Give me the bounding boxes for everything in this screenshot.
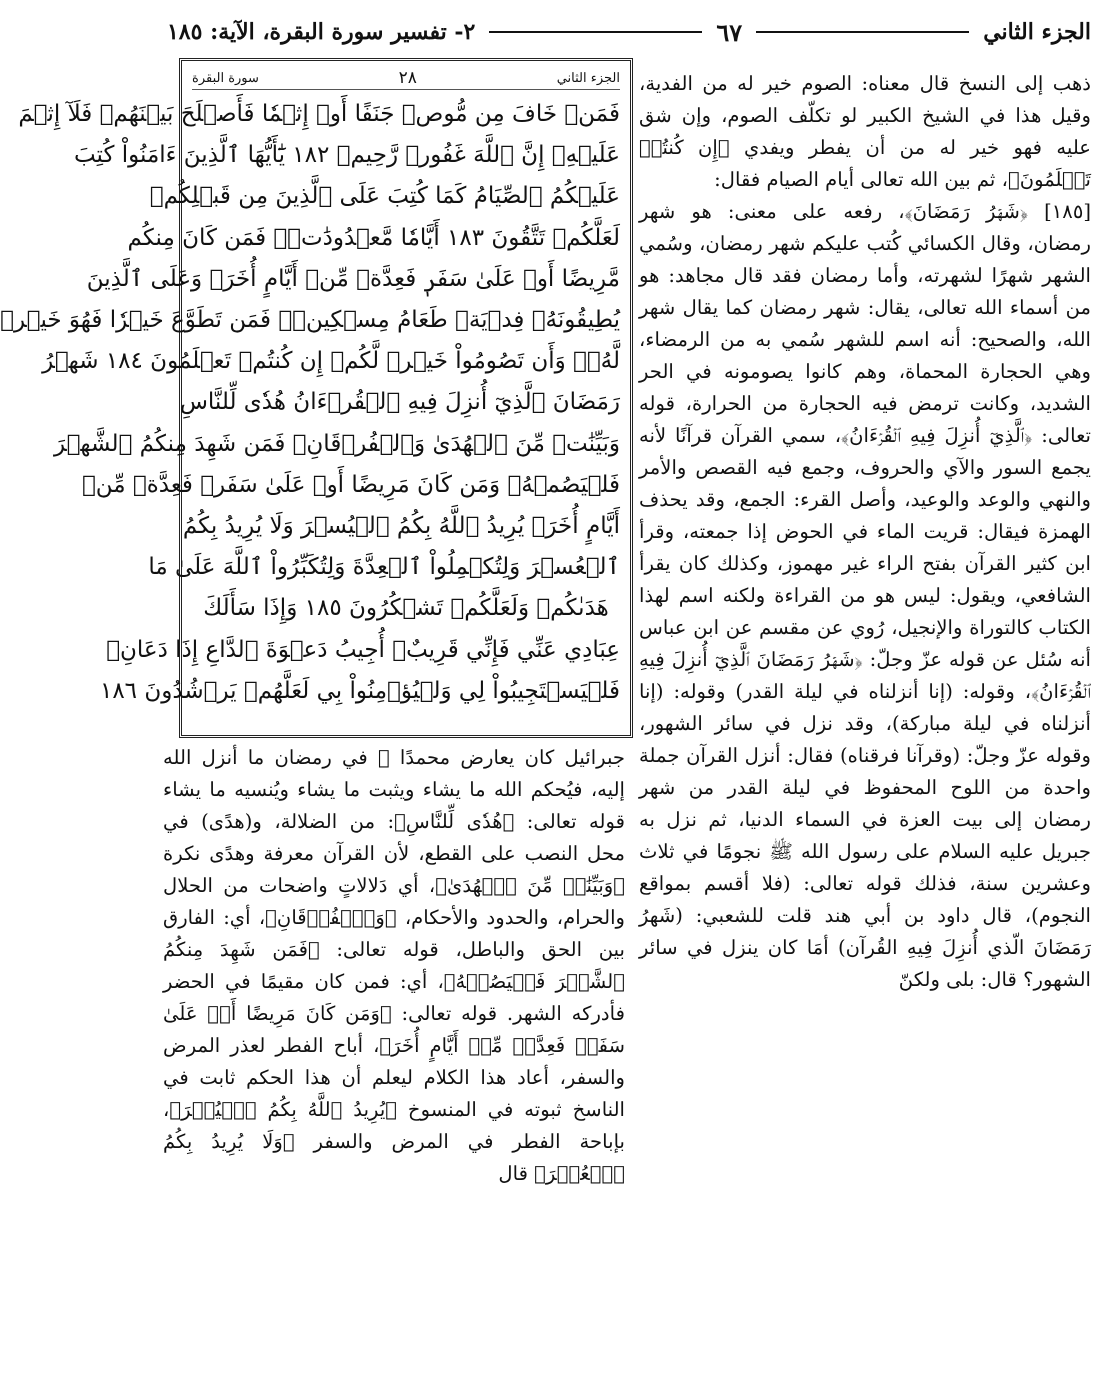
page-header bbox=[167, 12, 1091, 52]
verse-line: هَدَىٰكُمۡ وَلَعَلَّكُمۡ تَشۡكُرُونَ ١٨٥ وَإِذَا سَأَلَكَ bbox=[203, 595, 609, 622]
verse-line: وَبَيِّنَٰتٖ مِّنَ ٱلۡهُدَىٰ وَٱلۡفُرۡقَانِۚ فَمَن شَهِدَ مِنكُمُ ٱلشَّهۡرَ bbox=[53, 430, 620, 457]
right-column bbox=[639, 68, 1091, 996]
left-column bbox=[163, 742, 625, 1190]
verse-line: ٱلۡعُسۡرَ وَلِتُكۡمِلُواْ ٱلۡعِدَّةَ وَلِتُكَبِّرُواْ ٱللَّهَ عَلَىٰ مَا bbox=[148, 554, 620, 581]
verse-line: مَّرِيضًا أَوۡ عَلَىٰ سَفَرٖ فَعِدَّةٞ مِّنۡ أَيَّامٍ أُخَرَۚ وَعَلَى ٱلَّذِينَ bbox=[86, 265, 620, 292]
verse-line: عَلَيۡكُمُ ٱلصِّيَامُ كَمَا كُتِبَ عَلَى ٱلَّذِينَ مِن قَبۡلِكُمۡ bbox=[149, 183, 620, 210]
verse-line: عِبَادِي عَنِّي فَإِنِّي قَرِيبٌۖ أُجِيبُ دَعۡوَةَ ٱلدَّاعِ إِذَا دَعَانِۖ bbox=[106, 636, 620, 663]
quran-page-number: ٢٨ bbox=[398, 68, 417, 88]
quran-part-label: الجزء الثاني bbox=[556, 70, 620, 86]
verse-line: فَلۡيَصُمۡهُۖ وَمَن كَانَ مَرِيضًا أَوۡ عَلَىٰ سَفَرٖ فَعِدَّةٞ مِّنۡ bbox=[81, 471, 620, 498]
verse-line: يُطِيقُونَهُۥ فِدۡيَةٞ طَعَامُ مِسۡكِينٖۖ فَمَن تَطَوَّعَ خَيۡرٗا فَهُوَ خَيۡرٞ bbox=[0, 307, 620, 334]
verse-line: لَّهُۥۚ وَأَن تَصُومُواْ خَيۡرٞ لَّكُمۡ إِن كُنتُمۡ تَعۡلَمُونَ ١٨٤ شَهۡرُ bbox=[42, 348, 620, 375]
verse-line: فَمَنۡ خَافَ مِن مُّوصٖ جَنَفًا أَوۡ إِثۡمٗا فَأَصۡلَحَ بَيۡنَهُمۡ فَلَآ إِثۡمَ bbox=[18, 101, 620, 127]
right-paragraph-1: ذهب إلى النسخ قال معناه: الصوم خير له من الفدية، وقيل هذا في الشيخ الكبير لو تكلّف الصوم، وإن شق عليه فهو خير له من أن يفطر ويفدي ﴿إِن كُنتُمۡ تَعۡلَمُونَ﴾، ثم بين الله تعالى أيام الصيام فقال: bbox=[639, 72, 1091, 191]
verse-line: لَعَلَّكُمۡ تَتَّقُونَ ١٨٣ أَيَّامٗا مَّعۡدُودَٰتٖۚ فَمَن كَانَ مِنكُم bbox=[127, 224, 620, 251]
quran-page-box bbox=[0, 58, 633, 738]
part-title: الجزء الثاني bbox=[983, 19, 1091, 45]
verse-line: رَمَضَانَ ٱلَّذِيٓ أُنزِلَ فِيهِ ٱلۡقُرۡءَانُ هُدٗى لِّلنَّاسِ bbox=[179, 389, 620, 416]
header-rule-left bbox=[489, 31, 702, 33]
surah-reference: ٢- تفسير سورة البقرة، الآية: ١٨٥ bbox=[166, 19, 476, 45]
quran-page-header bbox=[192, 67, 620, 90]
verse-line: أَيَّامٍ أُخَرَۗ يُرِيدُ ٱللَّهُ بِكُمُ ٱلۡيُسۡرَ وَلَا يُرِيدُ بِكُمُ bbox=[182, 513, 620, 540]
verse-line: عَلَيۡهِۚ إِنَّ ٱللَّهَ غَفُورٞ رَّحِيمٞ ١٨٢ يَٰٓأَيُّهَا ٱلَّذِينَ ءَامَنُواْ كُتِبَ bbox=[73, 142, 620, 169]
verse-line: فَلۡيَسۡتَجِيبُواْ لِي وَلۡيُؤۡمِنُواْ بِي لَعَلَّهُمۡ يَرۡشُدُونَ ١٨٦ bbox=[99, 677, 620, 704]
header-rule-right bbox=[756, 31, 969, 33]
left-paragraph-1: جبرائيل كان يعارض محمدًا ﷺ في رمضان ما أنزل الله إليه، فيُحكم الله ما يشاء ويثبت ما يشاء ويُنسيه ما يشاء قوله تعالى: ﴿هُدٗى لِّلنَّاسِ﴾: من الضلالة، و(هدًى) في محل النصب على القطع، لأن القرآن معرفة وهدًى نكرة ﴿وَبَيِّنَٰتٖ مِّنَ ٱلۡهُدَىٰ﴾، أي دَلالاتٍ واضحات من الحلال والحرام، والحدود والأحكام، ﴿وَٱلۡفُرۡقَانِ﴾، أي: الفارق بين الحق والباطل، قوله تعالى: ﴿فَمَن شَهِدَ مِنكُمُ ٱلشَّهۡرَ فَلۡيَصُمۡهُ﴾، أي: فمن كان مقيمًا في الحضر فأدركه الشهر. قوله تعالى: ﴿وَمَن كَانَ مَرِيضًا أَوۡ عَلَىٰ سَفَرٖ فَعِدَّةٞ مِّنۡ أَيَّامٍ أُخَرَ﴾، أباح الفطر لعذر المرض والسفر، أعاد هذا الكلام ليعلم أن هذا الحكم ثابت في الناسخ ثبوته في المنسوخ ﴿يُرِيدُ ٱللَّهُ بِكُمُ ٱلۡيُسۡرَ﴾، بإباحة الفطر في المرض والسفر ﴿وَلَا يُرِيدُ بِكُمُ ٱلۡعُسۡرَ﴾ قال bbox=[163, 746, 625, 1185]
page-number: ٦٧ bbox=[716, 17, 743, 47]
quran-verses bbox=[0, 94, 620, 712]
quran-surah-label: سورة البقرة bbox=[192, 70, 259, 86]
right-paragraph-2: [١٨٥] ﴿شَهۡرُ رَمَضَانَ﴾، رفعه على معنى: هو شهر رمضان، وقال الكسائي كُتب عليكم شهر رمضان، وسُمي الشهر شهرًا لشهرته، وأما رمضان فقد قال مجاهد: هو من أسماء الله تعالى، يقال: شهر رمضان كما يقال شهر الله، والصحيح: أنه اسم للشهر سُمي به من الرمضاء، وهي الحجارة المحماة، وهم كانوا يصومونه في الحر الشديد، وكانت ترمض فيه الحجارة من الحرارة، قوله تعالى: ﴿ٱلَّذِيٓ أُنزِلَ فِيهِ ٱلۡقُرۡءَانُ﴾، سمي القرآن قرآنًا لأنه يجمع السور والآي والحروف، وجمع فيه القصص والأمر والنهي والوعد والوعيد، وأصل القرء: الجمع، وقد يحذف الهمزة فيقال: قريت الماء في الحوض إذا جمعته، وقرأ ابن كثير القرآن بفتح الراء غير مهموز، وكذلك كان يقرأ الشافعي، ويقول: ليس هو من القراءة ولكنه اسم لهذا الكتاب كالتوراة والإنجيل، رُوي عن مقسم عن ابن عباس أنه سُئل عن قوله عزّ وجلّ: ﴿شَهۡرُ رَمَضَانَ ٱلَّذِيٓ أُنزِلَ فِيهِ ٱلۡقُرۡءَانُ﴾، وقوله: (إنا أنزلناه في ليلة القدر) وقوله: (إنا أنزلناه في ليلة مباركة)، وقد نزل في سائر الشهور، وقوله عزّ وجلّ: (وقرآنا فرقناه) فقال: أنزل القرآن جملة واحدة من اللوح المحفوظ في ليلة القدر من شهر رمضان إلى بيت العزة في السماء الدنيا، ثم نزل به جبريل عليه السلام على رسول الله ﷺ نجومًا في ثلاث وعشرين سنة، فذلك قوله تعالى: (فلا أقسم بمواقع النجوم)، قال داود بن أبي هند قلت للشعبي: (شَهرُ رَمَضَانَ الّذي أُنزِلَ فِيهِ القُرآن) أمَا كان ينزل في سائر الشهور؟ قال: بلى ولكنّ bbox=[639, 200, 1091, 991]
